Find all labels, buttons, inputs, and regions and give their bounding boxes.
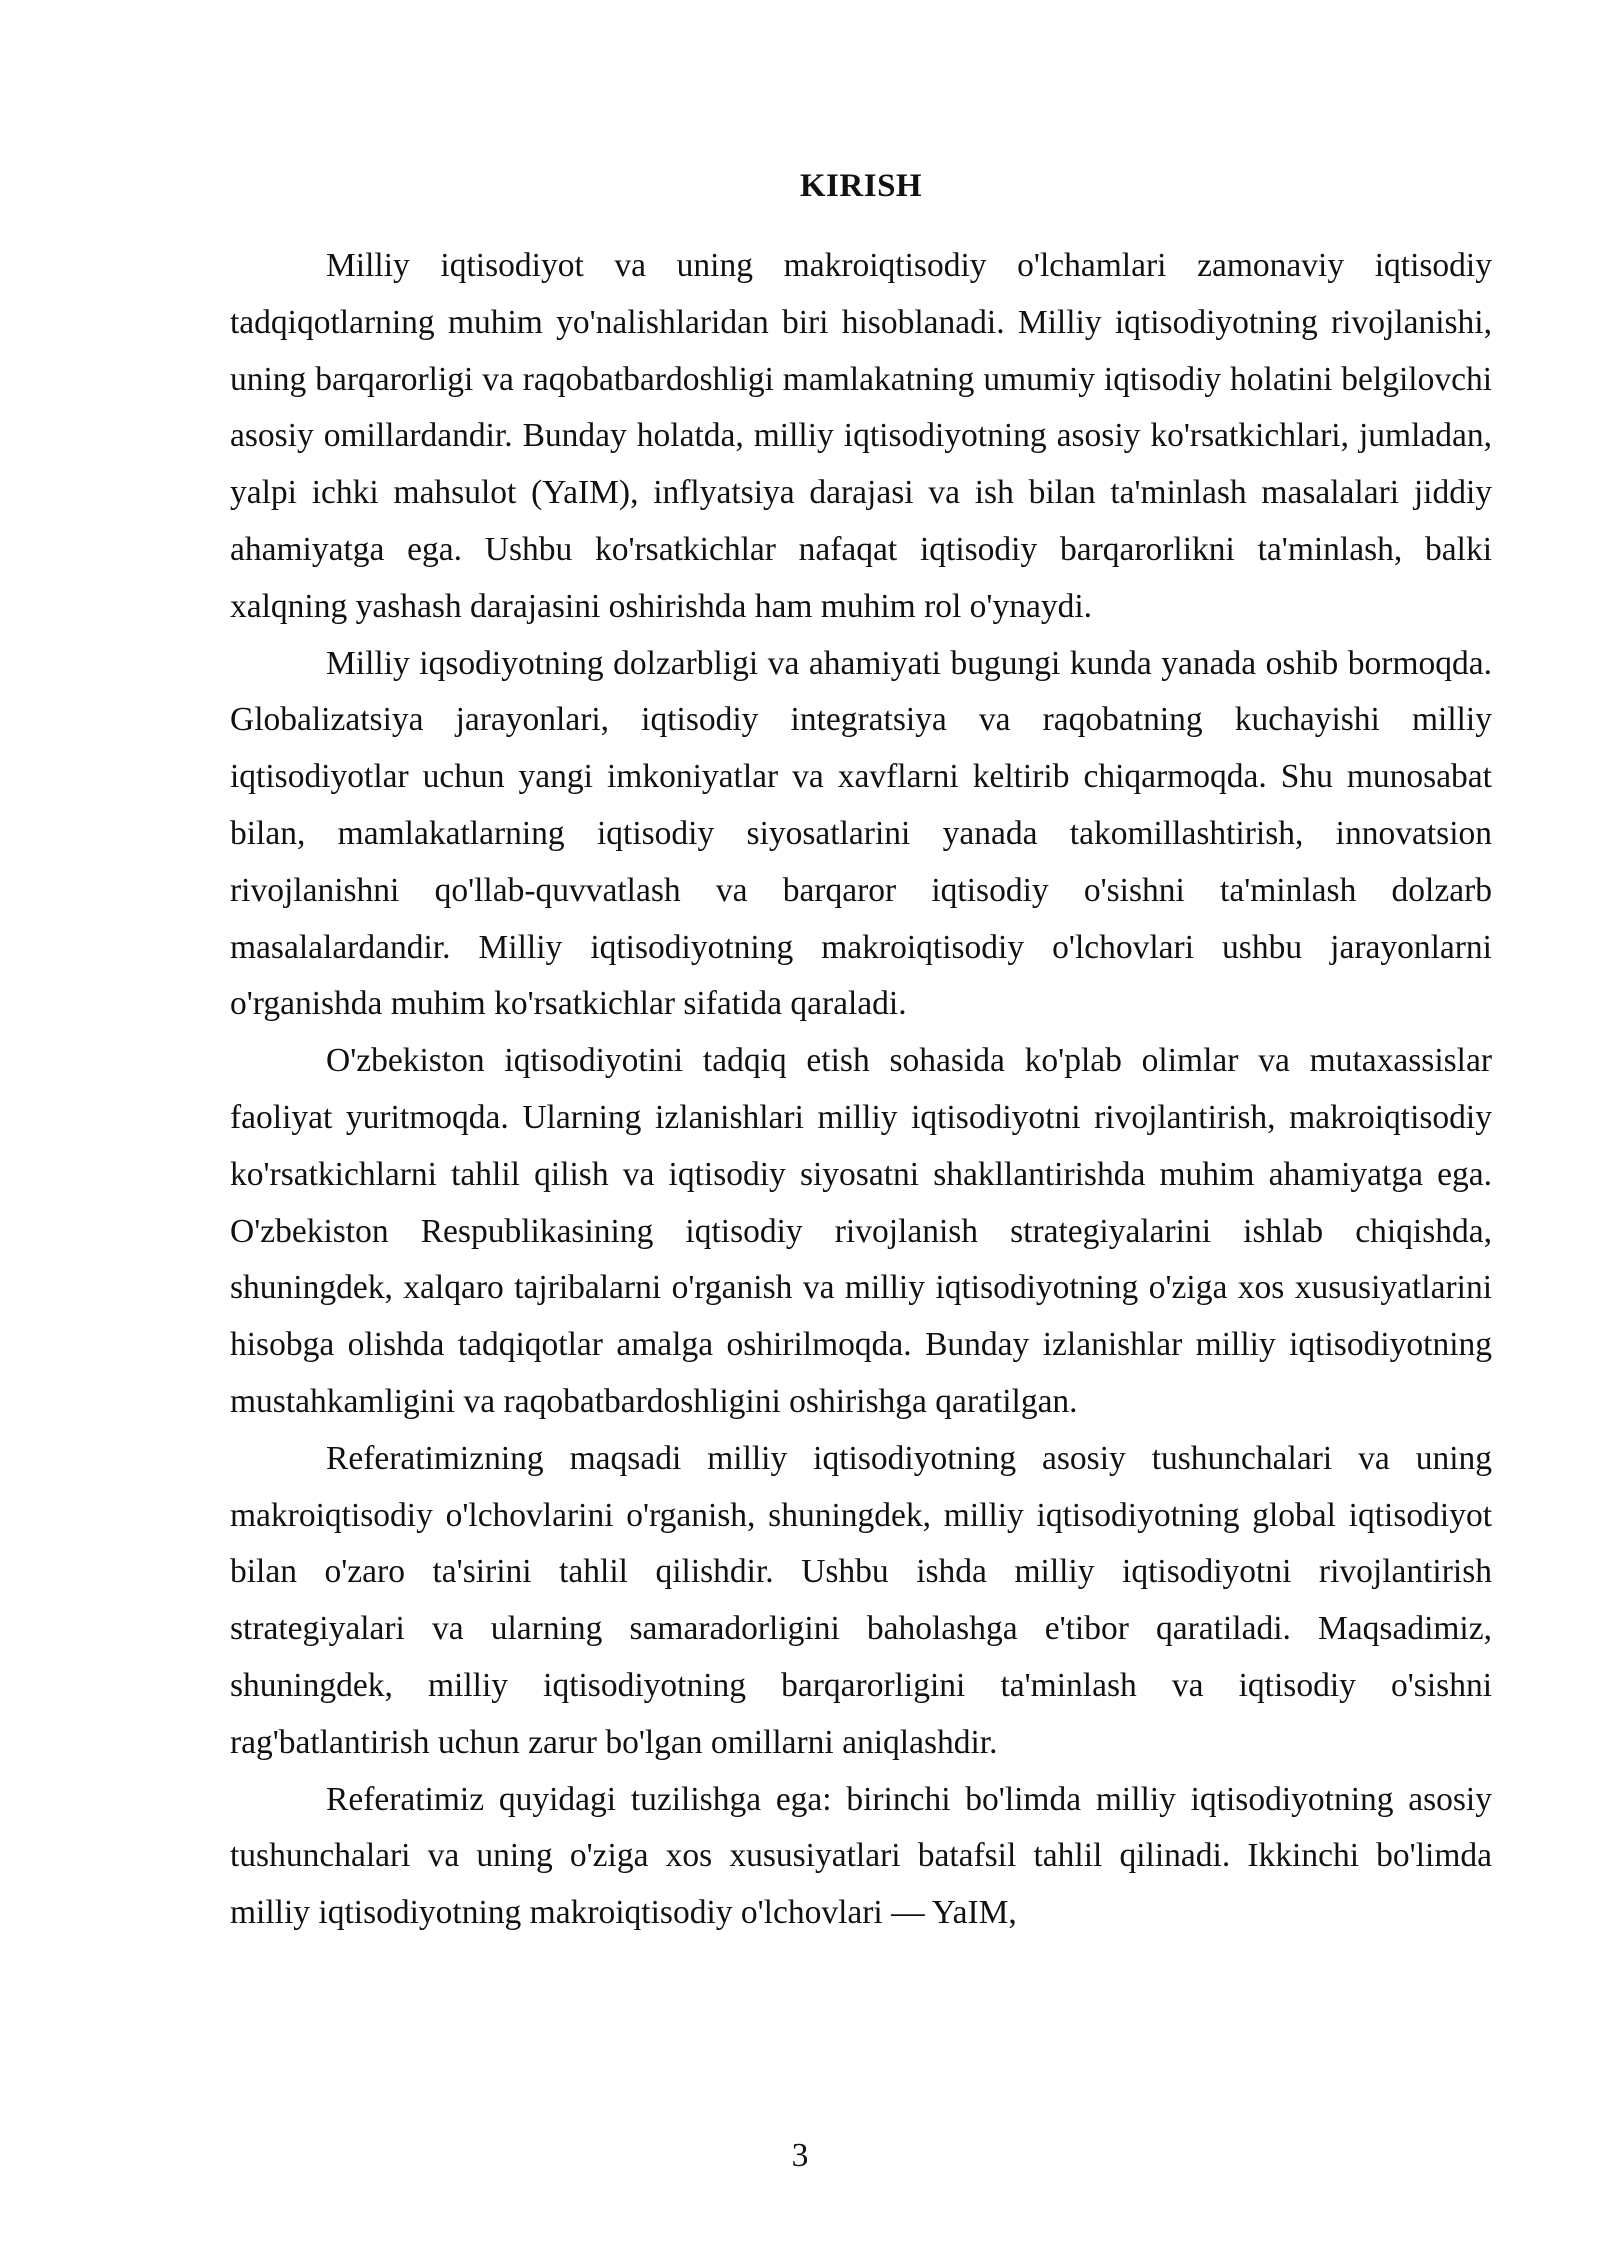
paragraph-3: O'zbekiston iqtisodiyotini tadqiq etish sohasida ko'plab olimlar va mutaxassislar faoliyat yuritmoqda. Ularning izlanishlari milliy iqtisodiyotni rivojlantirish, makroiqtisodiy ko'rsatkichlarni tahlil qilish va iqtisodiy siyosatni shakllantirishda muhim ahamiyatga ega. O'zbekiston Respublikasining iqtisodiy rivojlanish strategiyalarini ishlab chiqishda, shuningdek, xalqaro tajribalarni o'rganish va milliy iqtisodiyotning o'ziga xos xususiyatlarini hisobga olishda tadqiqotlar amalga oshirilmoqda. Bunday izlanishlar milliy iqtisodiyotning mustahkamligini va raqobatbardoshligini oshirishga qaratilgan. bbox=[230, 1042, 1492, 1420]
paragraph-4: Referatimizning maqsadi milliy iqtisodiyotning asosiy tushunchalari va uning makroiqtisodiy o'lchovlarini o'rganish, shuningdek, milliy iqtisodiyotning global iqtisodiyot bilan o'zaro ta'sirini tahlil qilishdir. Ushbu ishda milliy iqtisodiyotni rivojlantirish strategiyalari va ularning samaradorligini baholashga e'tibor qaratiladi. Maqsadimiz, shuningdek, milliy iqtisodiyotning barqarorligini ta'minlash va iqtisodiy o'sishni rag'batlantirish uchun zarur bo'lgan omillarni aniqlashdir. bbox=[230, 1439, 1492, 1761]
paragraph-2: Milliy iqsodiyotning dolzarbligi va ahamiyati bugungi kunda yanada oshib bormoqda. Globalizatsiya jarayonlari, iqtisodiy integratsiya va raqobatning kuchayishi milliy iqtisodiyotlar uchun yangi imkoniyatlar va xavflarni keltirib chiqarmoqda. Shu munosabat bilan, mamlakatlarning iqtisodiy siyosatlarini yanada takomillashtirish, innovatsion rivojlanishni qo'llab-quvvatlash va barqaror iqtisodiy o'sishni ta'minlash dolzarb masalalardandir. Milliy iqtisodiyotning makroiqtisodiy o'lchovlari ushbu jarayonlarni o'rganishda muhim ko'rsatkichlar sifatida qaraladi. bbox=[230, 644, 1492, 1023]
page-body bbox=[230, 158, 1492, 1942]
paragraph-1: Milliy iqtisodiyot va uning makroiqtisodiy o'lchamlari zamonaviy iqtisodiy tadqiqotlarning muhim yo'nalishlaridan biri hisoblanadi. Milliy iqtisodiyotning rivojlanishi, uning barqarorligi va raqobatbardoshligi mamlakatning umumiy iqtisodiy holatini belgilovchi asosiy omillardandir. Bunday holatda, milliy iqtisodiyotning asosiy ko'rsatkichlari, jumladan, yalpi ichki mahsulot (YaIM), inflyatsiya darajasi va ish bilan ta'minlash masalalari jiddiy ahamiyatga ega. Ushbu ko'rsatkichlar nafaqat iqtisodiy barqarorlikni ta'minlash, balki xalqning yashash darajasini oshirishda ham muhim rol o'ynaydi. bbox=[230, 247, 1492, 625]
page-title: KIRISH bbox=[799, 168, 923, 204]
paragraph-5: Referatimiz quyidagi tuzilishga ega: birinchi bo'limda milliy iqtisodiyotning asosiy tushunchalari va uning o'ziga xos xususiyatlari batafsil tahlil qilinadi. Ikkinchi bo'limda milliy iqtisodiyotning makroiqtisodiy o'lchovlari — YaIM, bbox=[230, 1780, 1492, 1932]
page-number: 3 bbox=[791, 2137, 809, 2174]
